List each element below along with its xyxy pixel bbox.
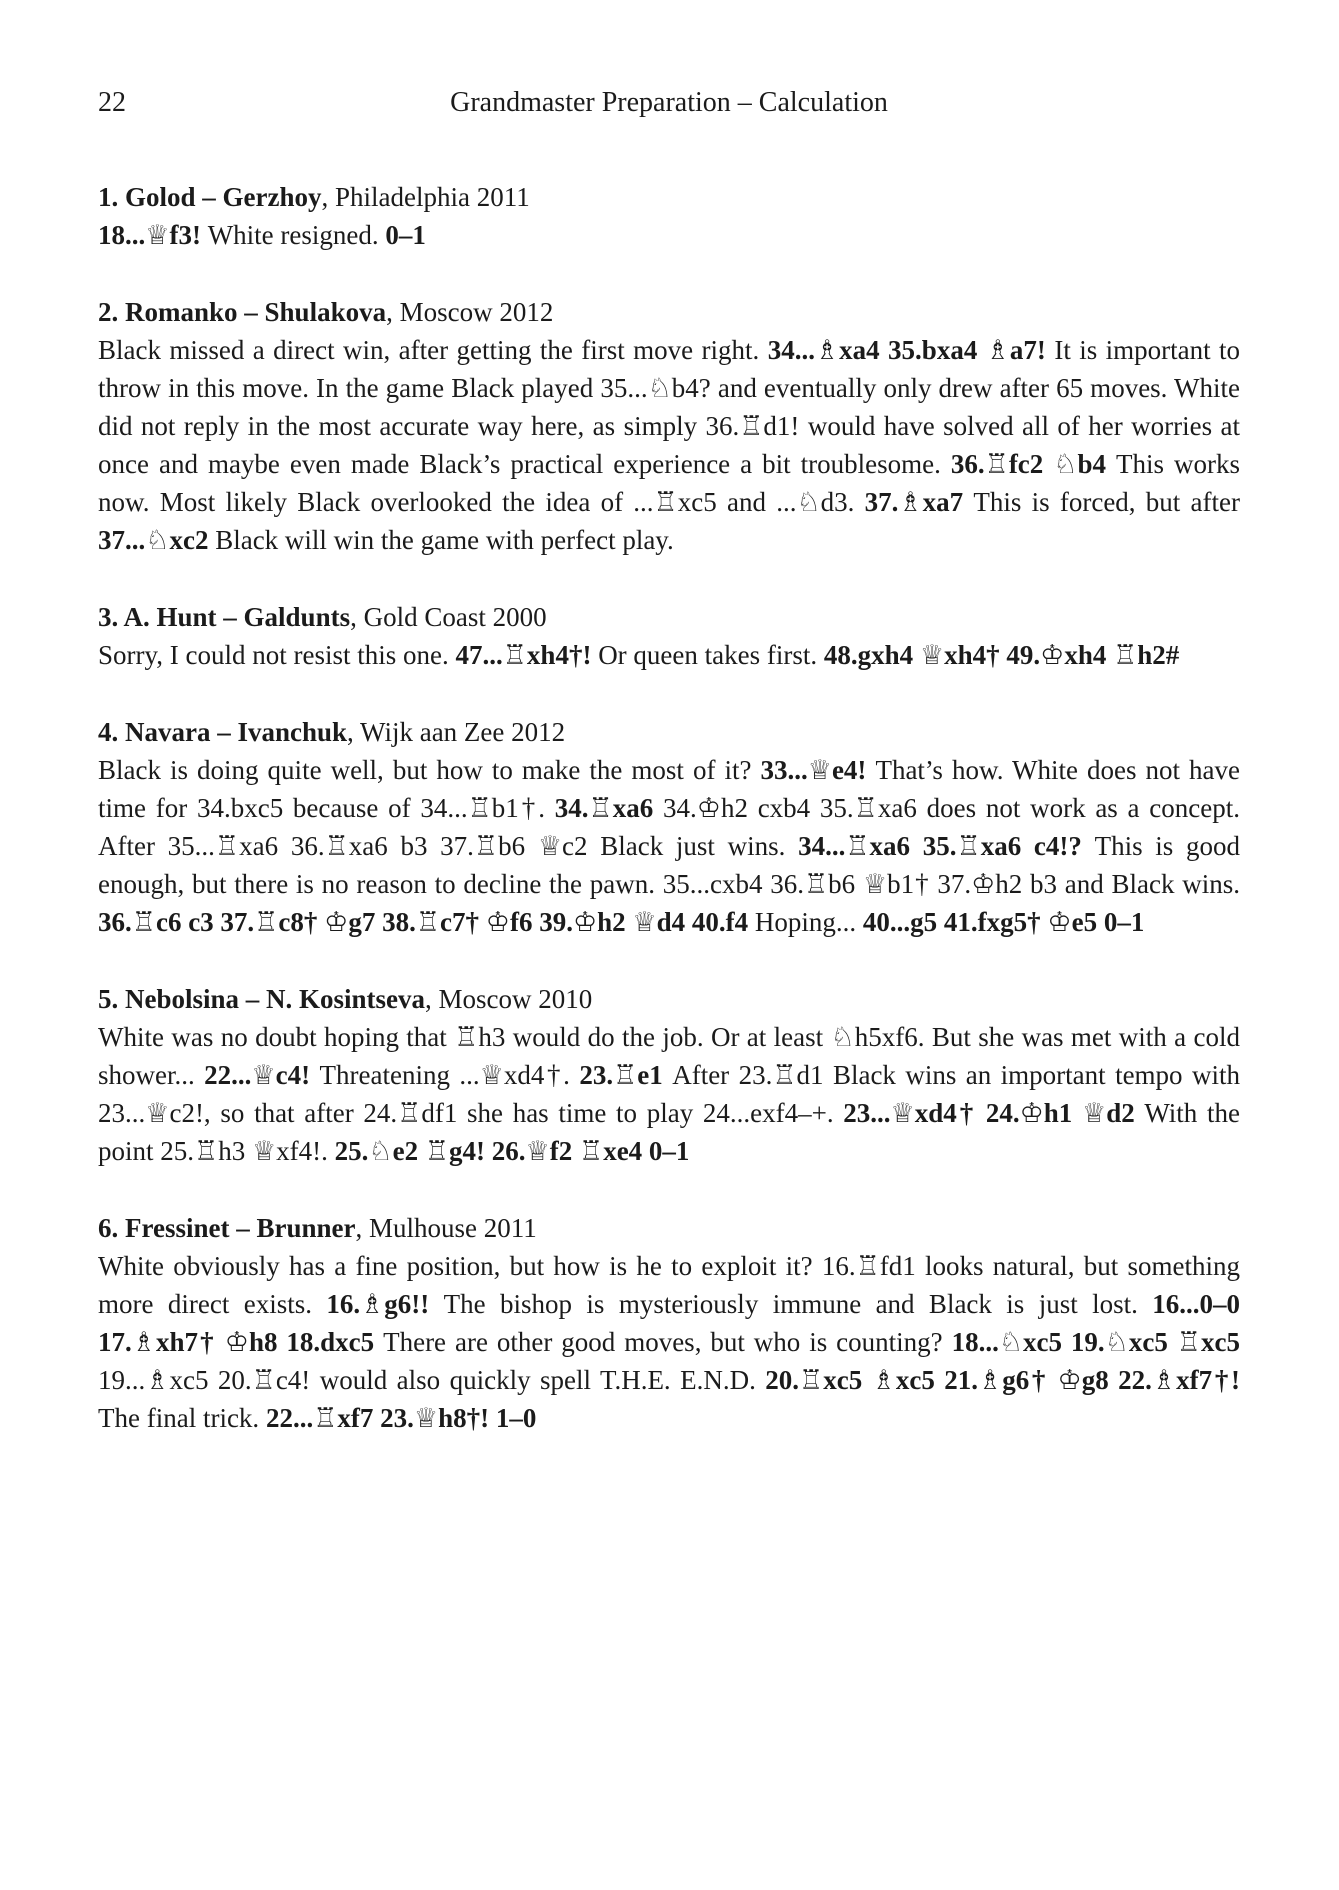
exercise-venue-year: , Moscow 2012 [386, 297, 554, 327]
chess-move-text: 36.♖c6 c3 37.♖c8† ♔g7 38.♖c7† ♔f6 39.♔h2 ♕d4 40.f4 [98, 907, 755, 937]
exercise-solution-4 [98, 713, 1240, 941]
exercise-solution-2 [98, 293, 1240, 559]
chess-move-text: 34...♖xa6 35.♖xa6 c4!? [798, 831, 1095, 861]
exercise-solution-6 [98, 1209, 1240, 1437]
commentary-text: There are other good moves, but who is counting? [383, 1327, 952, 1357]
chess-move-text: 33...♕e4! [760, 755, 876, 785]
chess-move-text: 20.♖xc5 ♗xc5 21.♗g6† ♔g8 22.♗xf7†! [765, 1365, 1240, 1395]
exercise-venue-year: , Philadelphia 2011 [321, 182, 530, 212]
exercise-body [98, 1247, 1240, 1437]
exercise-heading [98, 598, 1240, 636]
chess-move-text: 34.♖xa6 [554, 793, 663, 823]
exercise-players: 6. Fressinet – Brunner [98, 1213, 356, 1243]
commentary-text: Sorry, I could not resist this one. [98, 640, 456, 670]
commentary-text: White obviously has a fine position, but how is he to exploit it? 16.♖fd1 looks natural, but something more direct exists. [98, 1251, 1240, 1319]
commentary-text: Black is doing quite well, but how to make the most of it? [98, 755, 761, 785]
chess-move-text: 22...♕c4! [204, 1060, 320, 1090]
commentary-text: This works now. Most likely Black overlooked the idea of ...♖xc5 and ...♘d3. [98, 449, 1241, 517]
commentary-text: That’s how. White does not have time for 34.bxc5 because of 34...♖b1†. [98, 755, 1241, 823]
running-header [98, 84, 1240, 122]
commentary-text: Black will win the game with perfect play. [215, 525, 674, 555]
exercise-players: 5. Nebolsina – N. Kosintseva [98, 984, 426, 1014]
commentary-text: It is important to throw in this move. In the game Black played 35...♘b4? and eventually only drew after 65 moves. White did not reply in the most accurate way here, as simply 36.♖d1! would have solved all of her worries at once and maybe even made Black’s practical experience a bit troublesome. [98, 335, 1241, 479]
commentary-text: White was no doubt hoping that ♖h3 would do the job. Or at least ♘h5xf6. But she was met with a cold shower... [98, 1022, 1240, 1090]
commentary-text: Black missed a direct win, after getting the first move right. [98, 335, 768, 365]
chess-move-text: 23.♖e1 [579, 1060, 673, 1090]
commentary-text: The final trick. [98, 1403, 266, 1433]
commentary-text: Or queen takes first. [598, 640, 824, 670]
exercise-solution-3 [98, 598, 1240, 674]
exercise-players: 4. Navara – Ivanchuk [98, 717, 348, 747]
commentary-text: Threatening ...♕xd4†. [319, 1060, 580, 1090]
chess-move-text: 0–1 [385, 220, 426, 250]
exercise-body [98, 751, 1240, 941]
exercise-body [98, 636, 1240, 674]
chess-move-text: 22...♖xf7 23.♕h8†! 1–0 [265, 1403, 537, 1433]
exercise-players: 1. Golod – Gerzhoy [98, 182, 322, 212]
commentary-text: Hoping... [754, 907, 863, 937]
exercise-body [98, 1018, 1240, 1170]
commentary-text: 19...♗xc5 20.♖c4! would also quickly spell T.H.E. E.N.D. [98, 1365, 766, 1395]
commentary-text: With the point 25.♖h3 ♕xf4!. [98, 1098, 1240, 1166]
exercise-players: 3. A. Hunt – Galdunts [98, 602, 351, 632]
exercise-solution-1 [98, 178, 1240, 254]
chess-move-text: 48.gxh4 ♕xh4† 49.♔xh4 ♖h2# [823, 640, 1180, 670]
chess-move-text: 37...♘xc2 [98, 525, 216, 555]
chess-move-text: 23...♕xd4† 24.♔h1 ♕d2 [843, 1098, 1145, 1128]
exercise-heading [98, 178, 1240, 216]
exercise-heading [98, 713, 1240, 751]
running-title: Grandmaster Preparation – Calculation [450, 87, 888, 118]
solutions-content [98, 178, 1240, 1437]
page-number: 22 [98, 87, 126, 118]
exercise-body [98, 216, 1240, 254]
chess-move-text: 36.♖fc2 ♘b4 [950, 449, 1117, 479]
chess-move-text: 18...♘xc5 19.♘xc5 ♖xc5 [951, 1327, 1240, 1357]
exercise-body [98, 331, 1240, 559]
exercise-heading [98, 1209, 1240, 1247]
commentary-text: After 23.♖d1 Black wins an important tempo with 23...♕c2!, so that after 24.♖df1 she has time to play 24...exf4–+. [98, 1060, 1240, 1128]
chess-move-text: 37.♗xa7 [864, 487, 974, 517]
commentary-text: This is forced, but after [973, 487, 1240, 517]
exercise-venue-year: , Gold Coast 2000 [350, 602, 547, 632]
chess-move-text: 34...♗xa4 35.bxa4 ♗a7! [767, 335, 1055, 365]
chess-move-text: 16...0–0 17.♗xh7† ♔h8 18.dxc5 [98, 1289, 1240, 1357]
exercise-heading [98, 980, 1240, 1018]
chess-move-text: 18...♕f3! [98, 220, 208, 250]
chess-move-text: 16.♗g6!! [326, 1289, 444, 1319]
chess-move-text: 25.♘e2 ♖g4! 26.♕f2 ♖xe4 0–1 [334, 1136, 690, 1166]
chess-move-text: 47...♖xh4†! [455, 640, 599, 670]
exercise-venue-year: , Moscow 2010 [425, 984, 593, 1014]
commentary-text: This is good enough, but there is no reason to decline the pawn. 35...cxb4 36.♖b6 ♕b1† 37.♔h2 b3 and Black wins. [98, 831, 1240, 899]
exercise-solution-5 [98, 980, 1240, 1170]
commentary-text: White resigned. [207, 220, 386, 250]
exercise-heading [98, 293, 1240, 331]
exercise-venue-year: , Wijk aan Zee 2012 [347, 717, 566, 747]
commentary-text: 34.♔h2 cxb4 35.♖xa6 does not work as a concept. After 35...♖xa6 36.♖xa6 b3 37.♖b6 ♕c2 Black just wins. [98, 793, 1240, 861]
exercise-players: 2. Romanko – Shulakova [98, 297, 387, 327]
commentary-text: The bishop is mysteriously immune and Black is just lost. [443, 1289, 1153, 1319]
chess-move-text: 40...g5 41.fxg5† ♔e5 0–1 [862, 907, 1145, 937]
exercise-venue-year: , Mulhouse 2011 [355, 1213, 537, 1243]
